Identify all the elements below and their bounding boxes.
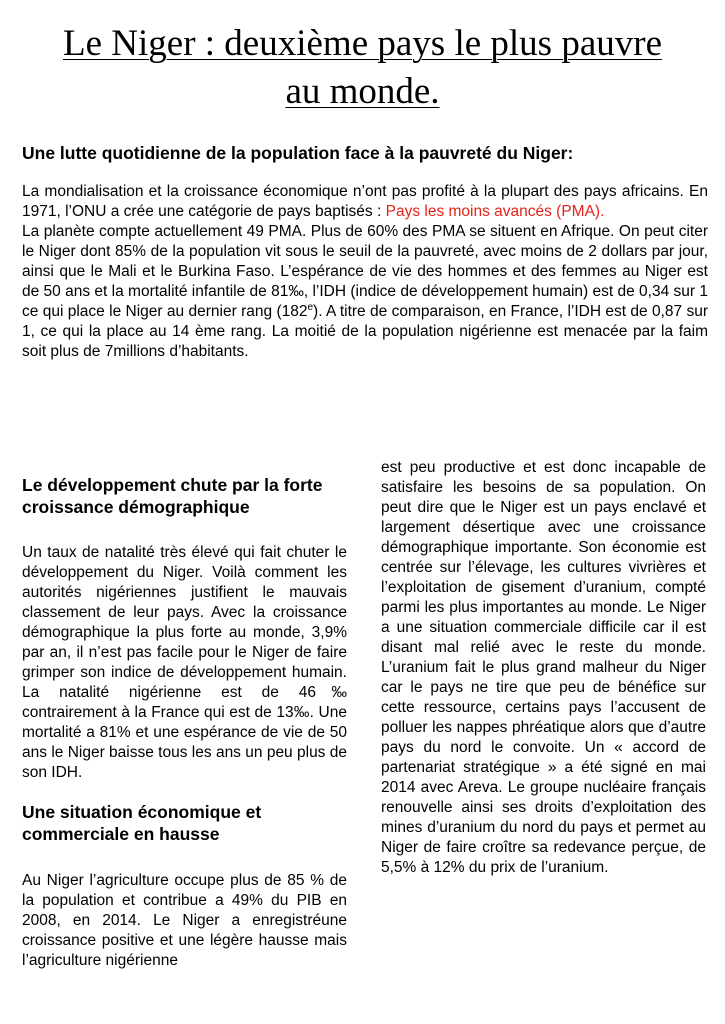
main-heading-suffix: :	[567, 143, 574, 163]
intro-p1-text: La mondialisation et la croissance économique n’ont pas profité à la plupart des pays africains. En 1971, l’ONU a crée une catégorie de pays baptisés :	[22, 183, 708, 220]
section-body-demographics: Un taux de natalité très élevé qui fait chuter le développement du Niger. Voilà comment les autorités nigériennes justifient le mauvais classement de leur pays. Avec la croissance démographique la plus forte au monde, 3,9% par an, il n’est pas facile pour le Niger de faire grimper son indice de développement humain. La natalité nigérienne est de 46‰ contrairement à la France qui est de 13‰. Une mortalité a 81% et une espérance de vie de 50 ans le Niger baisse tous les ans un peu plus de son IDH.	[22, 544, 347, 781]
intro-p2-text-end: ). A titre de comparaison, en France, l’IDH est de 0,87 sur 1, ce qui la place au 14 ème rang. La moitié de la population nigérienne est menacée par la faim soit plus de 7millions d’habitants.	[22, 303, 709, 360]
main-heading-text: Une lutte quotidienne de la population face à la pauvreté du Niger	[22, 143, 568, 163]
section-heading-economy: Une situation économique et commerciale en hausse	[22, 802, 262, 844]
intro-p2-text: La planète compte actuellement 49 PMA. Plus de 60% des PMA se situent en Afrique. On peut citer le Niger dont 85% de la population vit sous le seuil de la pauvreté, avec moins de 2 dollars par jour, ainsi que le Mali et le Burkina Faso. L’espérance de vie des hommes et des femmes au Niger est de 50 ans et la mortalité infantile de 81‰, l’IDH (indice de développement humain) est de 0,34 sur 1 ce qui place le Niger au dernier rang (182	[22, 223, 708, 320]
pma-highlight: Pays les moins avancés (PMA).	[385, 203, 605, 220]
intro-paragraph-2	[22, 222, 708, 362]
page-title-line-2: au monde.	[285, 71, 440, 112]
rank-superscript: e	[307, 301, 314, 313]
main-heading	[22, 142, 712, 164]
section-heading-demographics: Le développement chute par la forte croissance démographique	[22, 475, 323, 517]
left-column	[22, 474, 347, 971]
page-title-line-1: Le Niger : deuxième pays le plus pauvre	[63, 23, 662, 64]
section-body-economy-right: est peu productive et est donc incapable de satisfaire les besoins de sa population. On peut dire que le Niger est un pays enclavé et largement désertique avec une croissance démographique importante. Son économie est centrée sur l’élevage, les cultures vivrières et l’exploitation de gisement d’uranium, compté parmi les plus importantes au monde. Le Niger a une situation commerciale difficile car il est disant mal relié avec le reste du monde. L’uranium fait le plus grand malheur du Niger car le pays ne tire que peu de bénéfice sur cette ressource, certains pays l’accusent de polluer les nappes phréatique alors que d’autre pays du nord le convoite. Un « accord de partenariat stratégique » a été signé en mai 2014 avec Areva. Le groupe nucléaire français renouvelle ainsi ses droits d’exploitation des mines d’uranium du nord du pays et permet au Niger de faire croître sa redevance perçue, de 5,5% à 12% du prix de l’uranium.	[381, 459, 706, 876]
section-body-economy-left: Au Niger l’agriculture occupe plus de 85 % de la population et contribue a 49% du PIB en 2008, en 2014. Le Niger a enregistréune croissance positive et une légère hausse mais l’agriculture nigérienne	[22, 872, 347, 969]
page-title	[0, 20, 725, 116]
intro-section	[22, 182, 708, 362]
intro-paragraph-1	[22, 182, 708, 222]
right-column	[381, 458, 706, 878]
